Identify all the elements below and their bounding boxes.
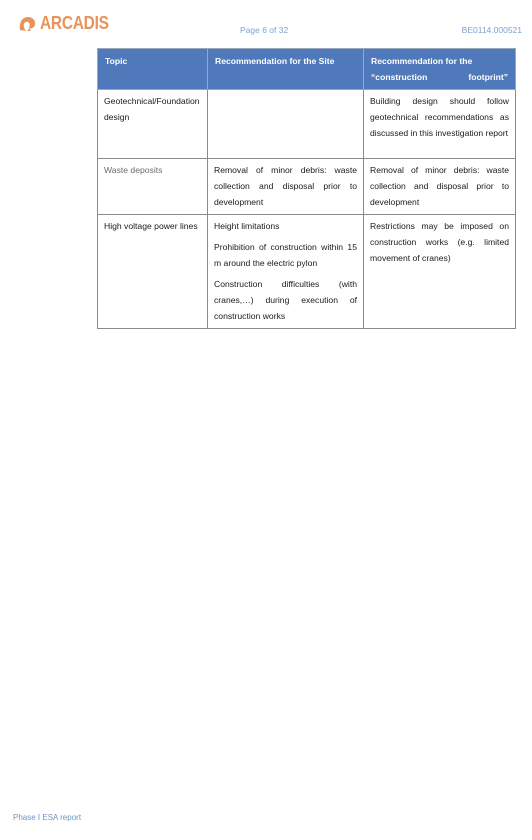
cell-paragraph: Prohibition of construction within 15 m around the electric pylon bbox=[214, 242, 357, 268]
cell-topic: Waste deposits bbox=[98, 159, 208, 215]
table-row bbox=[98, 159, 516, 215]
cell-paragraph: Height limitations bbox=[214, 221, 280, 231]
header-footprint-recommendation: Recommendation for the “construction footprint” bbox=[364, 49, 516, 90]
table-row bbox=[98, 215, 516, 329]
cell-footprint bbox=[364, 215, 516, 329]
table-row bbox=[98, 90, 516, 159]
cell-site bbox=[208, 159, 364, 215]
cell-paragraph: Restrictions may be imposed on construction works (e.g. limited movement of cranes) bbox=[370, 221, 509, 263]
header-topic: Topic bbox=[98, 49, 208, 90]
cell-paragraph: Construction difficulties (with cranes,…) during execution of construction works bbox=[214, 279, 357, 321]
cell-paragraph: Removal of minor debris: waste collection and disposal prior to development bbox=[214, 165, 357, 207]
header-site-recommendation: Recommendation for the Site bbox=[208, 49, 364, 90]
arcadis-logo bbox=[18, 14, 120, 32]
footer-report-label: Phase I ESA report bbox=[13, 813, 82, 822]
cell-paragraph: Removal of minor debris: waste collection and disposal prior to development bbox=[370, 165, 509, 207]
table-header-row bbox=[98, 49, 516, 90]
recommendations-table bbox=[97, 48, 516, 329]
cell-footprint bbox=[364, 90, 516, 159]
cell-topic: Geotechnical/Foundation design bbox=[98, 90, 208, 159]
page-number: Page 6 of 32 bbox=[240, 25, 289, 35]
table-header bbox=[98, 49, 516, 90]
cell-footprint bbox=[364, 159, 516, 215]
cell-paragraph: Building design should follow geotechnical recommendations as discussed in this investigation report bbox=[370, 96, 509, 138]
arcadis-logo-text: ARCADIS bbox=[40, 13, 109, 33]
page-header bbox=[0, 0, 532, 40]
cell-topic: High voltage power lines bbox=[98, 215, 208, 329]
arcadis-logo-icon bbox=[18, 15, 37, 32]
document-reference: BE0114.000521 bbox=[461, 25, 522, 35]
cell-site bbox=[208, 215, 364, 329]
cell-site bbox=[208, 90, 364, 159]
